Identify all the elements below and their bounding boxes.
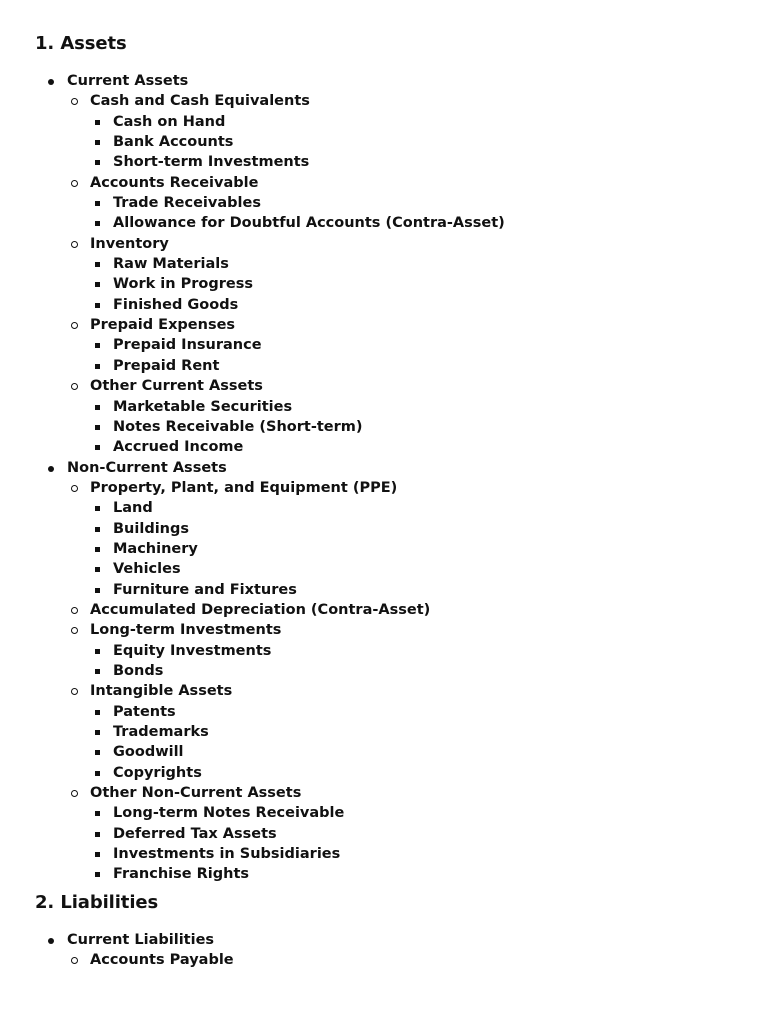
sub-account-item: [90, 254, 768, 274]
sub-account-item: [90, 661, 768, 681]
sub-account-label: Raw Materials: [113, 256, 229, 273]
square-bullet-icon: [95, 262, 100, 267]
sub-account-label: Copyrights: [113, 764, 202, 781]
account-label: Accumulated Depreciation (Contra-Asset): [90, 601, 431, 618]
sub-account-item: [90, 498, 768, 518]
account-label: Other Non-Current Assets: [90, 785, 302, 802]
account-label: Intangible Assets: [90, 683, 233, 700]
account-item-prepaid-expenses: [67, 315, 768, 376]
sub-account-label: Trade Receivables: [113, 195, 261, 212]
sub-account-label: Short-term Investments: [113, 154, 310, 171]
sub-account-label: Cash on Hand: [113, 113, 226, 130]
square-bullet-icon: [95, 771, 100, 776]
square-bullet-icon: [95, 567, 100, 572]
account-item-long-term-investments: [67, 620, 768, 681]
account-label: Prepaid Expenses: [90, 317, 236, 334]
sub-account-item: [90, 742, 768, 762]
circle-bullet-icon: [71, 98, 78, 105]
account-label: Other Current Assets: [90, 378, 263, 395]
account-item-intangible-assets: [67, 681, 768, 783]
sub-account-label: Work in Progress: [113, 276, 253, 293]
sub-account-item: [90, 844, 768, 864]
square-bullet-icon: [95, 425, 100, 430]
sub-account-label: Goodwill: [113, 744, 184, 761]
account-list: [67, 91, 768, 457]
sub-account-item: [90, 641, 768, 661]
sub-account-item: [90, 193, 768, 213]
account-item-other-non-current-assets: [67, 783, 768, 885]
sub-account-list: [90, 641, 768, 682]
sub-account-list: [90, 702, 768, 783]
square-bullet-icon: [95, 527, 100, 532]
group-list: [35, 930, 768, 971]
sub-account-list: [90, 803, 768, 884]
sub-account-label: Trademarks: [113, 724, 209, 740]
square-bullet-icon: [95, 649, 100, 654]
sub-account-label: Prepaid Rent: [113, 357, 220, 374]
sub-account-label: Patents: [113, 703, 176, 720]
square-bullet-icon: [95, 343, 100, 348]
square-bullet-icon: [95, 160, 100, 165]
sub-account-label: Deferred Tax Assets: [113, 825, 277, 842]
square-bullet-icon: [95, 282, 100, 287]
sub-account-label: Buildings: [113, 520, 189, 537]
sub-account-label: Land: [113, 500, 153, 517]
sub-account-label: Machinery: [113, 540, 198, 557]
sub-account-item: [90, 580, 768, 600]
section-heading: 1. Assets: [35, 33, 127, 54]
account-item-accounts-receivable: [67, 173, 768, 234]
square-bullet-icon: [95, 201, 100, 206]
square-bullet-icon: [95, 364, 100, 369]
sub-account-item: [90, 722, 768, 742]
sub-account-item: [90, 539, 768, 559]
circle-bullet-icon: [71, 485, 78, 492]
group-list: [35, 71, 768, 885]
sub-account-item: [90, 112, 768, 132]
sub-account-item: [90, 437, 768, 457]
account-item-property-plant-and-equipment-ppe: [67, 478, 768, 600]
account-label: Property, Plant, and Equipment (PPE): [90, 479, 398, 496]
sub-account-item: [90, 864, 768, 884]
square-bullet-icon: [95, 710, 100, 715]
square-bullet-icon: [95, 872, 100, 877]
account-label: Accounts Receivable: [90, 174, 259, 191]
disc-bullet-icon: [48, 466, 54, 472]
sub-account-label: Bank Accounts: [113, 134, 234, 151]
group-label: Non-Current Assets: [67, 459, 227, 476]
sub-account-list: [90, 335, 768, 376]
sub-account-item: [90, 519, 768, 539]
square-bullet-icon: [95, 221, 100, 226]
sub-account-item: [90, 132, 768, 152]
sub-account-label: Allowance for Doubtful Accounts (Contra-Asset): [113, 215, 505, 232]
circle-bullet-icon: [71, 688, 78, 695]
sub-account-list: [90, 112, 768, 173]
sub-account-label: Furniture and Fixtures: [113, 581, 297, 598]
sub-account-label: Notes Receivable (Short-term): [113, 418, 363, 435]
sub-account-item: [90, 335, 768, 355]
sub-account-item: [90, 213, 768, 233]
sub-account-list: [90, 397, 768, 458]
circle-bullet-icon: [71, 241, 78, 248]
account-label: Inventory: [90, 235, 169, 252]
group-item-current-liabilities: [35, 930, 768, 971]
sub-account-list: [90, 254, 768, 315]
disc-bullet-icon: [48, 79, 54, 85]
account-item-accumulated-depreciation-contra-asset: [67, 600, 768, 620]
sub-account-label: Accrued Income: [113, 439, 244, 456]
sub-account-item: [90, 763, 768, 783]
square-bullet-icon: [95, 832, 100, 837]
sub-account-list: [90, 193, 768, 234]
section-heading: 2. Liabilities: [35, 891, 159, 913]
circle-bullet-icon: [71, 627, 78, 634]
account-label: Cash and Cash Equivalents: [90, 93, 310, 110]
sub-account-label: Marketable Securities: [113, 398, 293, 415]
sub-account-label: Bonds: [113, 662, 164, 679]
sub-account-item: [90, 152, 768, 172]
sub-account-item: [90, 702, 768, 722]
sub-account-item: [90, 295, 768, 315]
square-bullet-icon: [95, 140, 100, 145]
sub-account-item: [90, 417, 768, 437]
group-label: Current Assets: [67, 73, 189, 89]
account-item-other-current-assets: [67, 376, 768, 457]
group-item-current-assets: [35, 71, 768, 458]
sub-account-item: [90, 803, 768, 823]
circle-bullet-icon: [71, 607, 78, 614]
sub-account-item: [90, 559, 768, 579]
sub-account-label: Prepaid Insurance: [113, 337, 262, 354]
circle-bullet-icon: [71, 383, 78, 390]
group-label: Current Liabilities: [67, 931, 215, 948]
group-item-non-current-assets: [35, 458, 768, 885]
circle-bullet-icon: [71, 322, 78, 329]
account-label: Accounts Payable: [90, 952, 234, 969]
sub-account-item: [90, 824, 768, 844]
account-list: [67, 950, 768, 970]
sub-account-item: [90, 274, 768, 294]
square-bullet-icon: [95, 547, 100, 552]
sub-account-label: Vehicles: [113, 561, 181, 578]
account-item-cash-and-cash-equivalents: [67, 91, 768, 172]
sub-account-label: Equity Investments: [113, 642, 272, 659]
sub-account-label: Finished Goods: [113, 296, 239, 313]
square-bullet-icon: [95, 852, 100, 857]
sub-account-label: Investments in Subsidiaries: [113, 846, 341, 863]
square-bullet-icon: [95, 120, 100, 125]
square-bullet-icon: [95, 405, 100, 410]
square-bullet-icon: [95, 750, 100, 755]
square-bullet-icon: [95, 588, 100, 593]
account-item-accounts-payable: [67, 950, 768, 970]
square-bullet-icon: [95, 445, 100, 450]
square-bullet-icon: [95, 669, 100, 674]
sub-account-item: [90, 356, 768, 376]
square-bullet-icon: [95, 506, 100, 511]
account-item-inventory: [67, 234, 768, 315]
square-bullet-icon: [95, 303, 100, 308]
sub-account-list: [90, 498, 768, 600]
account-list: [67, 478, 768, 885]
disc-bullet-icon: [48, 938, 54, 944]
sub-account-item: [90, 397, 768, 417]
circle-bullet-icon: [71, 180, 78, 187]
square-bullet-icon: [95, 730, 100, 735]
account-label: Long-term Investments: [90, 622, 282, 639]
circle-bullet-icon: [71, 957, 78, 964]
circle-bullet-icon: [71, 790, 78, 797]
square-bullet-icon: [95, 811, 100, 816]
sub-account-label: Long-term Notes Receivable: [113, 805, 345, 822]
sub-account-label: Franchise Rights: [113, 866, 250, 883]
